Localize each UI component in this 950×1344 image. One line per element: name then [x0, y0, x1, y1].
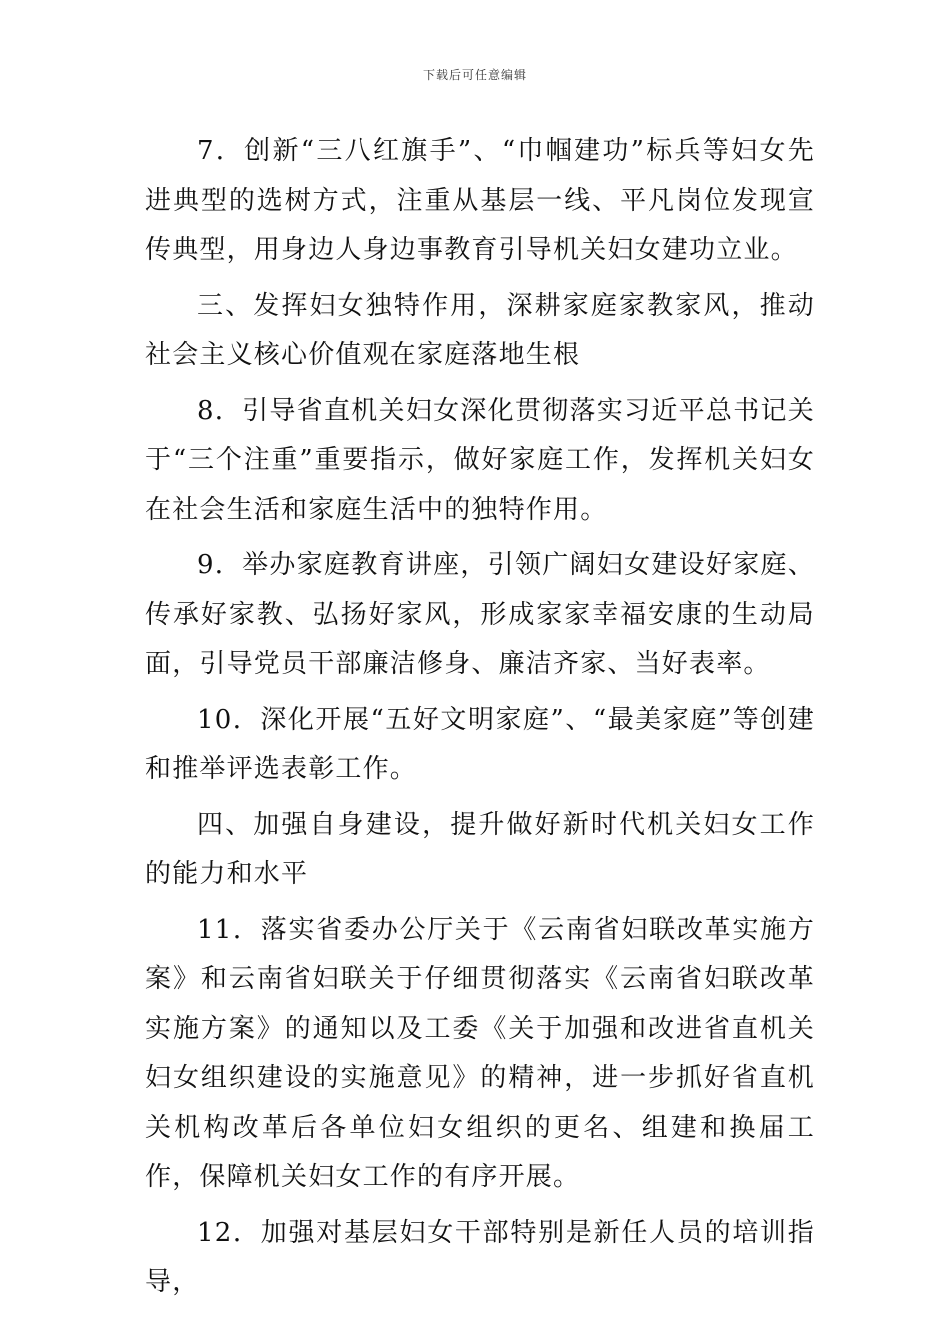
header-note: 下载后可任意编辑 [422, 68, 527, 82]
section-heading-4: 四、加强自身建设，提升做好新时代机关妇女工作的能力和水平 [145, 809, 815, 889]
paragraph-10: 10．深化开展“五好文明家庭”、“最美家庭”等创建和推举评选表彰工作。 [145, 704, 815, 784]
paragraph-7: 7．创新“三八红旗手”、“巾帼建功”标兵等妇女先进典型的选树方式，注重从基层一线、平凡岗位发现宣传典型，用身边人身边事教育引导机关妇女建功立业。 [145, 136, 815, 265]
paragraph-9: 9．举办家庭教育讲座，引领广阔妇女建设好家庭、传承好家教、弘扬好家风，形成家家幸福安康的生动局面，引导党员干部廉洁修身、廉洁齐家、当好表率。 [145, 550, 815, 679]
paragraph-8: 8．引导省直机关妇女深化贯彻落实习近平总书记关于“三个注重”重要指示，做好家庭工作，发挥机关妇女在社会生活和家庭生活中的独特作用。 [145, 395, 815, 525]
paragraph-12: 12．加强对基层妇女干部特别是新任人员的培训指导， [145, 1217, 815, 1297]
document-body [145, 127, 815, 1314]
section-heading-3: 三、发挥妇女独特作用，深耕家庭家教家风，推动社会主义核心价值观在家庭落地生根 [145, 290, 815, 370]
paragraph-11: 11．落实省委办公厅关于《云南省妇联改革实施方案》和云南省妇联关于仔细贯彻落实《云南省妇联改革实施方案》的通知以及工委《关于加强和改进省直机关妇女组织建设的实施意见》的精神，进一步抓好省直机关机构改革后各单位妇女组织的更名、组建和换届工作，保障机关妇女工作的有序开展。 [145, 914, 815, 1192]
